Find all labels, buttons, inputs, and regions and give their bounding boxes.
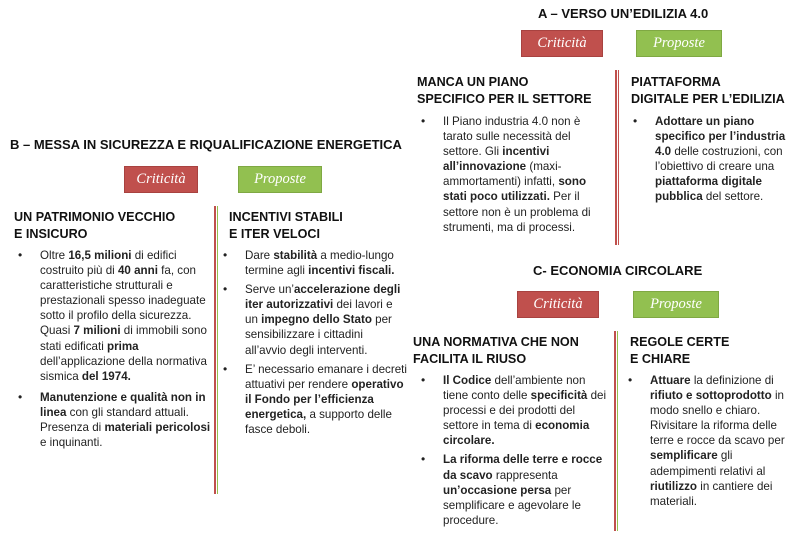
section-c-proposte-label: Proposte bbox=[633, 291, 719, 318]
section-c-criticita-label: Criticità bbox=[517, 291, 599, 318]
list-item: • Dare stabilità a medio-lungo termine agli incentivi fiscali. bbox=[219, 248, 407, 278]
section-a-title: A – VERSO UN’EDILIZIA 4.0 bbox=[538, 6, 709, 21]
section-c-proposte-heading: REGOLE CERTE E CHIARE bbox=[630, 335, 730, 366]
section-b-proposte-label: Proposte bbox=[238, 166, 322, 193]
section-b-proposte-list bbox=[219, 248, 407, 441]
section-b-divider bbox=[214, 206, 218, 494]
section-a-proposte-label: Proposte bbox=[636, 30, 722, 57]
list-item: • Manutenzione e qualità non in linea con gli standard attuali. Presenza di materiali pericolosi e inquinanti. bbox=[14, 390, 212, 450]
section-b-criticita-label: Criticità bbox=[124, 166, 198, 193]
section-a-proposte-heading: PIATTAFORMA DIGITALE PER L’EDILIZIA bbox=[631, 75, 785, 106]
section-c-title: C- ECONOMIA CIRCOLARE bbox=[533, 263, 703, 278]
section-b-criticita-heading: UN PATRIMONIO VECCHIO E INSICURO bbox=[14, 210, 176, 241]
list-item: • Serve un’accelerazione degli iter autorizzativi dei lavori e un impegno dello Stato per sensibilizzare i cittadini all’avvio degli interventi. bbox=[219, 282, 407, 357]
list-item: • Oltre 16,5 milioni di edifici costruito più di 40 anni fa, con caratteristiche strutturali e prestazionali spesso inadeguate sotto il profilo della sicurezza. Quasi 7 milioni di immobili sono stati edificati prima dell’applicazione della normativa sismica del 1974. bbox=[14, 248, 212, 384]
section-a-criticita-label: Criticità bbox=[521, 30, 603, 57]
section-b-proposte-heading: INCENTIVI STABILI E ITER VELOCI bbox=[229, 210, 343, 241]
list-item: • La riforma delle terre e rocce da scavo rappresenta un’occasione persa per semplificare e agevolare le procedure. bbox=[417, 452, 609, 527]
list-item: • Il Piano industria 4.0 non è tarato sulle necessità del settore. Gli incentivi all’innovazione (maxi-ammortamenti) infatti, sono stati poco utilizzati. Per il settore non è un problema di strumenti, ma di processi. bbox=[417, 114, 610, 235]
list-item: • E’ necessario emanare i decreti attuativi per rendere operativo il Fondo per l’efficienza energetica, a supporto delle fasce deboli. bbox=[219, 362, 407, 437]
section-c-proposte-list bbox=[624, 373, 802, 513]
section-c-criticita-heading: UNA NORMATIVA CHE NON FACILITA IL RIUSO bbox=[413, 335, 579, 366]
section-b-title: B – MESSA IN SICUREZZA E RIQUALIFICAZIONE ENERGETICA bbox=[10, 137, 402, 152]
section-c-criticita-list bbox=[417, 373, 609, 532]
section-a-criticita-heading: MANCA UN PIANO SPECIFICO PER IL SETTORE bbox=[417, 75, 592, 106]
list-item: • Adottare un piano specifico per l’industria 4.0 delle costruzioni, con l’obiettivo di creare una piattaforma digitale pubblica del settore. bbox=[629, 114, 801, 205]
section-a-proposte-list bbox=[629, 114, 801, 209]
list-item: • Attuare la definizione di rifiuto e sottoprodotto in modo snello e chiaro. Rivisitare la riforma delle terre e rocce da scavo per semplificare gli adempimenti relativi al riutilizzo in cantiere dei materiali. bbox=[624, 373, 802, 509]
section-b-criticita-list bbox=[14, 248, 212, 454]
section-a-criticita-list bbox=[417, 114, 610, 239]
section-c-divider bbox=[614, 331, 618, 531]
section-a-divider bbox=[615, 70, 619, 245]
list-item: • Il Codice dell’ambiente non tiene conto delle specificità dei processi e dei prodotti del settore in tema di economia circolare. bbox=[417, 373, 609, 448]
